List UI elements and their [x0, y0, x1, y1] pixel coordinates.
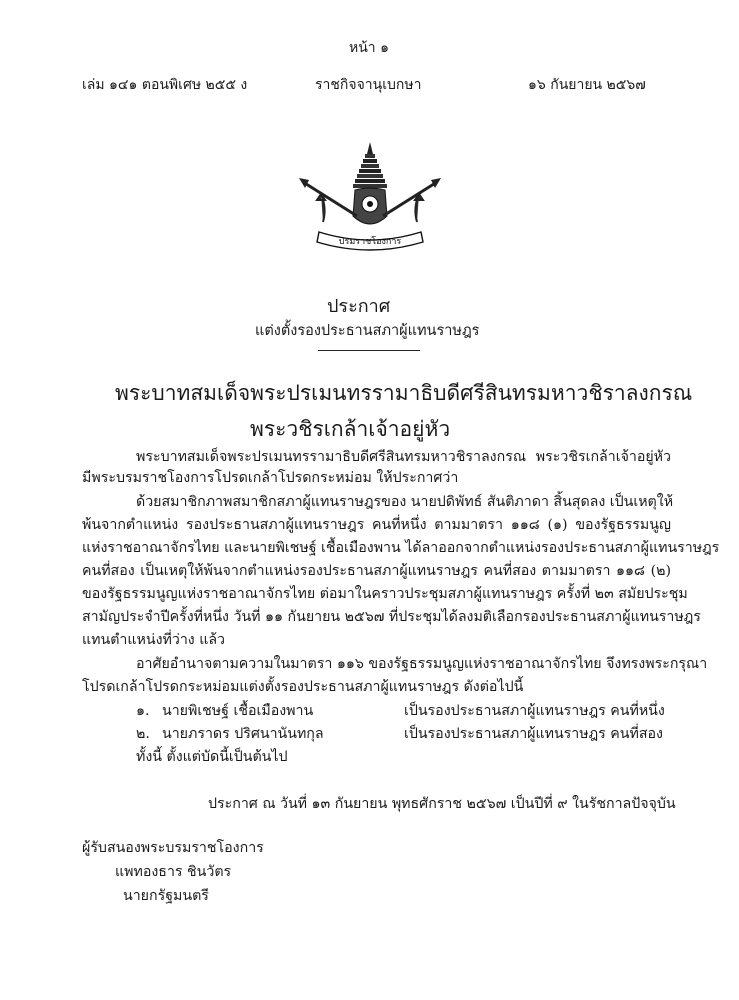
- paragraph-2-line-4: คนที่สอง เป็นเหตุให้พ้นจากตำแหน่งรองประธานสภาผู้แทนราษฎร คนที่สอง ตามมาตรา ๑๑๘ (๒): [82, 563, 671, 579]
- paragraph-3-line-2: โปรดเกล้าโปรดกระหม่อมแต่งตั้งรองประธานสภาผู้แทนราษฎร ดังต่อไปนี้: [82, 679, 524, 695]
- paragraph-2-line-2: พ้นจากตำแหน่ง รองประธานสภาผู้แทนราษฎร คนที่หนึ่ง ตามมาตรา ๑๑๘ (๑) ของรัฐธรรมนูญ: [82, 517, 671, 533]
- paragraph-2-line-6: สามัญประจำปีครั้งที่หนึ่ง วันที่ ๑๑ กันยายน ๒๕๖๗ ที่ประชุมได้ลงมติเลือกรองประธานสภาผู้แทนราษฎร: [82, 609, 701, 625]
- paragraph-2-line-1: ด้วยสมาชิกภาพสมาชิกสภาผู้แทนราษฎรของ นายปดิพัทธ์ สันติภาดา สิ้นสุดลง เป็นเหตุให้: [136, 494, 674, 510]
- appointee-1-number: ๑.: [136, 703, 150, 719]
- paragraph-1-line-2: มีพระบรมราชโองการโปรดเกล้าโปรดกระหม่อม ให้ประกาศว่า: [82, 470, 459, 486]
- appointee-1-name: นายพิเชษฐ์ เชื้อเมืองพาน: [162, 703, 314, 719]
- appointee-2-role: เป็นรองประธานสภาผู้แทนราษฎร คนที่สอง: [404, 726, 663, 742]
- announcement-subtitle: แต่งตั้งรองประธานสภาผู้แทนราษฎร: [255, 323, 480, 339]
- prime-minister-title: นายกรัฐมนตรี: [123, 888, 209, 904]
- countersign-label: ผู้รับสนองพระบรมราชโองการ: [82, 840, 264, 856]
- paragraph-3-line-1: อาศัยอำนาจตามความในมาตรา ๑๑๖ ของรัฐธรรมนูญแห่งราชอาณาจักรไทย จึงทรงพระกรุณา: [136, 656, 708, 672]
- volume-info: เล่ม ๑๔๑ ตอนพิเศษ ๒๕๕ ง: [82, 77, 248, 93]
- title-divider: [318, 350, 420, 351]
- paragraph-2-line-3: แห่งราชอาณาจักรไทย และนายพิเชษฐ์ เชื้อเมืองพาน ได้ลาออกจากตำแหน่งรองประธานสภาผู้แทนราษฎร: [82, 540, 720, 556]
- given-date: ประกาศ ณ วันที่ ๑๓ กันยายน พุทธศักราช ๒๕๖๗ เป็นปีที่ ๙ ในรัชกาลปัจจุบัน: [208, 796, 676, 812]
- royal-title-line1: พระบาทสมเด็จพระปรเมนทรรามาธิบดีศรีสินทรมหาวชิราลงกรณ: [115, 381, 693, 405]
- announcement-title: ประกาศ: [327, 296, 391, 317]
- paragraph-2-line-7: แทนตำแหน่งที่ว่าง แล้ว: [82, 632, 226, 648]
- royal-emblem-icon: [297, 140, 443, 256]
- royal-title-line2: พระวชิรเกล้าเจ้าอยู่หัว: [250, 417, 451, 441]
- emblem-ribbon-text: ปรมราชโองการ: [338, 237, 402, 247]
- page-number: หน้า ๑: [349, 40, 389, 56]
- gazette-name: ราชกิจจานุเบกษา: [315, 77, 422, 93]
- effective-clause: ทั้งนี้ ตั้งแต่บัดนี้เป็นต้นไป: [136, 749, 288, 765]
- appointee-2-number: ๒.: [136, 726, 150, 742]
- paragraph-1-line-1: พระบาทสมเด็จพระปรเมนทรรามาธิบดีศรีสินทรมหาวชิราลงกรณ พระวชิรเกล้าเจ้าอยู่หัว: [136, 449, 671, 465]
- appointee-1-role: เป็นรองประธานสภาผู้แทนราษฎร คนที่หนึ่ง: [404, 703, 665, 719]
- prime-minister-name: แพทองธาร ชินวัตร: [115, 864, 232, 880]
- paragraph-2-line-5: ของรัฐธรรมนูญแห่งราชอาณาจักรไทย ต่อมาในคราวประชุมสภาผู้แทนราษฎร ครั้งที่ ๒๓ สมัยประชุม: [82, 586, 688, 602]
- gazette-date: ๑๖ กันยายน ๒๕๖๗: [528, 77, 646, 93]
- appointee-2-name: นายภราดร ปริศนานันทกุล: [162, 726, 324, 742]
